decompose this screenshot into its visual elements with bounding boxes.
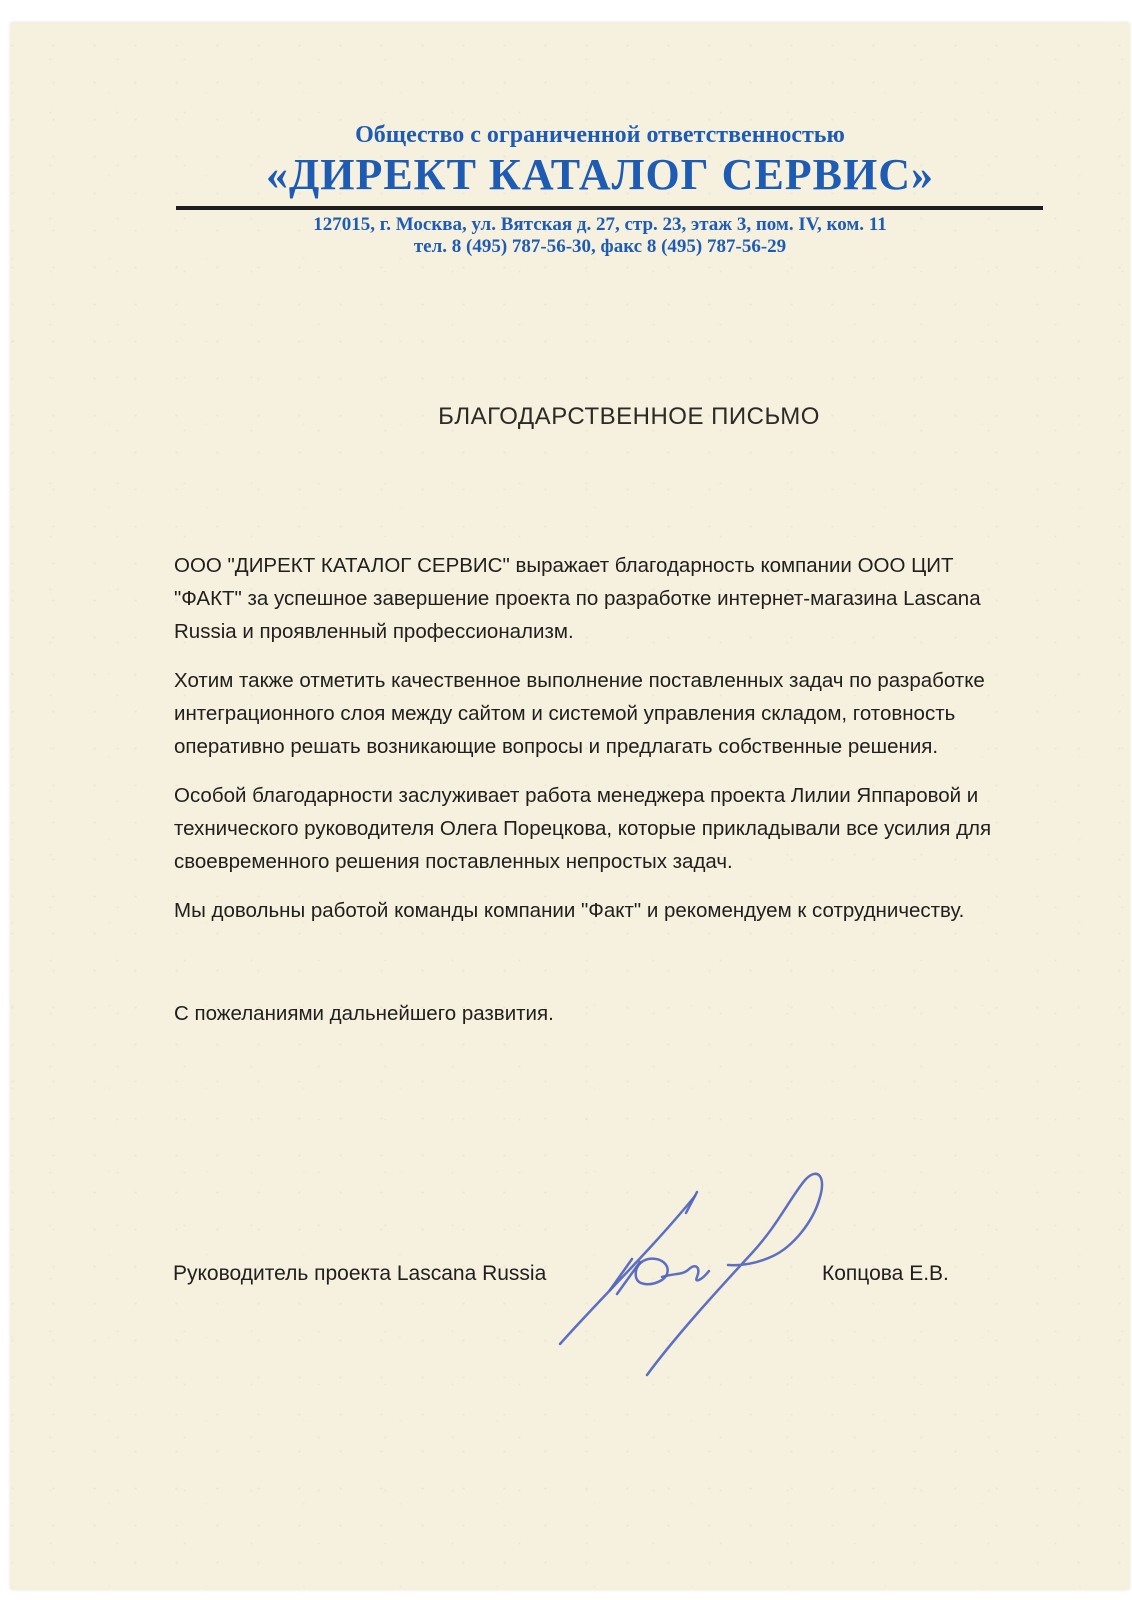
letterhead-divider xyxy=(176,206,1043,210)
paragraph-recommendation: Мы довольны работой команды компании "Факт" и рекомендуем к сотрудничеству. xyxy=(174,899,965,922)
letter-paper xyxy=(10,22,1130,1590)
signatory-name: Копцова Е.В. xyxy=(822,1262,949,1285)
closing-wishes: С пожеланиями дальнейшего развития. xyxy=(174,1002,554,1025)
letterhead-address: 127015, г. Москва, ул. Вятская д. 27, стр. 23, этаж 3, пом. IV, ком. 11 xyxy=(313,214,887,235)
paragraph-gratitude: ООО "ДИРЕКТ КАТАЛОГ СЕРВИС" выражает благодарность компании ООО ЦИТ "ФАКТ" за успешное завершение проекта по разработке интернет-магазина Lascana Russia и проявленный профессионализм. xyxy=(174,554,981,643)
handwritten-signature-ink xyxy=(530,1165,840,1387)
letterhead-phone: тел. 8 (495) 787-56-30, факс 8 (495) 787-56-29 xyxy=(413,236,787,257)
signatory-role-label: Руководитель проекта Lascana Russia xyxy=(173,1262,547,1285)
letterhead-org-type: Общество с ограниченной ответственностью xyxy=(355,122,845,148)
letterhead-company-name: «ДИРЕКТ КАТАЛОГ СЕРВИС» xyxy=(265,150,935,199)
paragraph-team-members: Особой благодарности заслуживает работа менеджера проекта Лилии Яппаровой и технического руководителя Олега Порецкова, которые прикладывали все усилия для своевременного решения поставленных непростых задач. xyxy=(174,784,992,873)
paragraph-quality: Хотим также отметить качественное выполнение поставленных задач по разработке интеграционного слоя между сайтом и системой управления складом, готовность оперативно решать возникающие вопросы и предлагать собственные решения. xyxy=(174,669,985,758)
letter-body xyxy=(174,549,1026,1046)
letter-title: БЛАГОДАРСТВЕННОЕ ПИСЬМО xyxy=(438,403,820,430)
